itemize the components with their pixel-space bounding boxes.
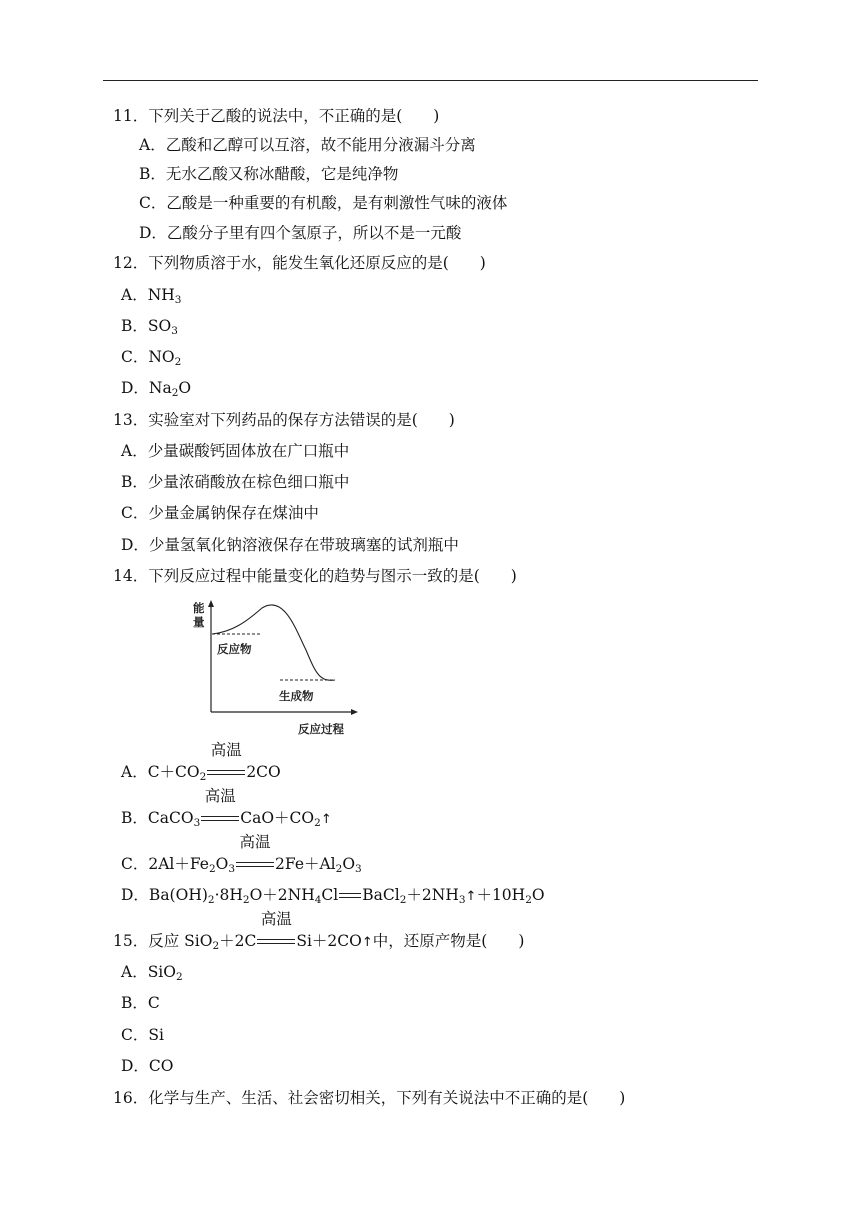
question-12-option-b: B．$SO_3$ xyxy=(121,317,178,337)
energy-diagram xyxy=(188,596,358,738)
gas-arrow-icon: ↑ xyxy=(320,812,332,827)
equilibrium-equals-sign: 高温 xyxy=(257,935,295,949)
question-12-option-d: D．$Na_2O$ xyxy=(121,379,192,399)
gas-arrow-icon: ↑ xyxy=(465,889,477,904)
equilibrium-equals-sign: 高温 xyxy=(201,812,239,826)
header-rule xyxy=(103,80,758,81)
question-14-stem: 14．下列反应过程中能量变化的趋势与图示一致的是( ) xyxy=(113,567,517,585)
question-14-option-a: A．$C+CO_2$ 高温 2CO xyxy=(121,741,281,783)
question-14-option-c: C．$2Al+Fe_2O_3$ 高温 $2Fe+Al_2O_3$ xyxy=(121,833,362,875)
question-12-option-c: C．$NO_2$ xyxy=(121,348,182,368)
question-11-option-a: A．乙酸和乙醇可以互溶，故不能用分液漏斗分离 xyxy=(139,136,476,154)
x-axis-label: 反应过程 xyxy=(298,722,344,736)
y-axis-arrow xyxy=(208,600,214,607)
question-14-option-d: D．$Ba(OH)_2\cdot 8H_2O+2NH_4Cl$ $BaCl_2+2NH_3↑+10H_2O$ xyxy=(121,886,545,906)
question-13-option-d: D．少量氢氧化钠溶液保存在带玻璃塞的试剂瓶中 xyxy=(121,536,459,554)
question-13-stem: 13．实验室对下列药品的保存方法错误的是( ) xyxy=(113,411,455,429)
question-11-option-d: D．乙酸分子里有四个氢原子，所以不是一元酸 xyxy=(139,224,462,242)
question-12-stem: 12．下列物质溶于水，能发生氧化还原反应的是( ) xyxy=(113,254,486,272)
reactant-label: 反应物 xyxy=(217,642,252,656)
y-axis-label-1: 能 xyxy=(193,601,205,615)
question-13-option-b: B．少量浓硝酸放在棕色细口瓶中 xyxy=(121,473,350,491)
equilibrium-equals-sign: 高温 xyxy=(236,858,274,872)
question-15-option-b: B．C xyxy=(121,994,160,1012)
question-14-option-b: B．CaCO$_3$ 高温 $CaO+CO_2↑$ xyxy=(121,787,332,829)
question-15-option-a: A．SiO$_2$ xyxy=(121,963,183,983)
question-15-option-d: D．CO xyxy=(121,1057,174,1075)
question-11-option-b: B．无水乙酸又称冰醋酸，它是纯净物 xyxy=(139,165,399,183)
question-15-stem: 15．反应 SiO$_2$＋2C 高温 Si＋2CO↑中，还原产物是( ) xyxy=(113,910,525,952)
question-11-stem: 11．下列关于乙酸的说法中，不正确的是( ) xyxy=(113,107,440,125)
product-label: 生成物 xyxy=(279,689,314,703)
equals-sign xyxy=(339,889,361,903)
gas-arrow-icon: ↑ xyxy=(361,935,373,950)
question-15-option-c: C．Si xyxy=(121,1026,164,1044)
question-11-option-c: C．乙酸是一种重要的有机酸，是有刺激性气味的液体 xyxy=(139,194,508,212)
equilibrium-equals-sign: 高温 xyxy=(207,766,245,780)
question-12-option-a: A．$NH_3$ xyxy=(121,286,182,306)
question-16-stem: 16．化学与生产、生活、社会密切相关，下列有关说法中不正确的是( ) xyxy=(113,1089,626,1107)
question-13-option-a: A．少量碳酸钙固体放在广口瓶中 xyxy=(121,442,350,460)
question-13-option-c: C．少量金属钠保存在煤油中 xyxy=(121,504,319,522)
y-axis-label-2: 量 xyxy=(193,615,205,629)
x-axis-arrow xyxy=(351,709,358,715)
